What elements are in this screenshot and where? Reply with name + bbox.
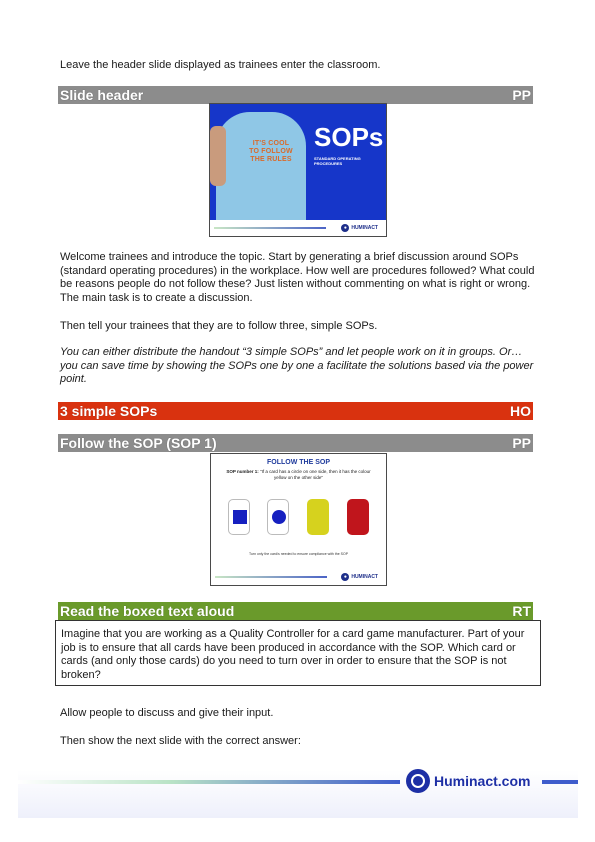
section-bar-slide-header	[58, 86, 533, 104]
slide-subheading: STANDARD OPERATING PROCEDURES	[314, 156, 361, 166]
section-code: PP	[512, 435, 531, 451]
footer-line-left	[18, 780, 400, 784]
section-bar-boxed-text	[58, 602, 533, 620]
section-title: 3 simple SOPs	[60, 403, 158, 419]
square-icon	[233, 510, 247, 524]
circle-icon	[272, 510, 286, 524]
slide-thumbnail-sops	[209, 103, 387, 237]
huminact-logo: ● HUMINACT	[341, 224, 378, 232]
footer-line-right	[542, 780, 578, 784]
slide2-instruction: Turn only the card/s needed to ensure compliance with the SOP	[248, 552, 349, 556]
intro-text: Leave the header slide displayed as trainees enter the classroom.	[60, 59, 381, 71]
huminact-logo-icon	[406, 769, 430, 793]
slide-footer	[210, 220, 386, 236]
section-code: RT	[512, 603, 531, 619]
huminact-icon: ●	[341, 224, 349, 232]
section-title: Follow the SOP (SOP 1)	[60, 435, 217, 451]
three-sops-paragraph: Then tell your trainees that they are to follow three, simple SOPs.	[60, 320, 378, 332]
section-title: Read the boxed text aloud	[60, 603, 235, 619]
footer-brand: Huminact.com	[434, 773, 531, 789]
section-code: PP	[512, 87, 531, 103]
arm-image	[210, 126, 226, 186]
card-circle	[267, 499, 289, 535]
then-show-paragraph: Then show the next slide with the correct answer:	[60, 735, 301, 747]
handout-paragraph: You can either distribute the handout “3 simple SOPs” and let people work on it in groups. Or… you can save time by showing the SOPs one by one a facilitate the solutions based via the power point.	[60, 346, 534, 385]
section-bar-follow-sop	[58, 434, 533, 452]
tshirt-image	[216, 112, 306, 226]
slide2-title: FOLLOW THE SOP	[267, 459, 330, 466]
allow-paragraph: Allow people to discuss and give their input.	[60, 707, 274, 719]
card-red	[347, 499, 369, 535]
card-square	[228, 499, 250, 535]
section-code: HO	[510, 403, 531, 419]
welcome-paragraph: Welcome trainees and introduce the topic. Start by generating a brief discussion around SOPs (standard operating procedures) in the workplace. How well are procedures followed? What could be reasons people do not follow these? Just listen without commenting on what is right or wrong. The main task is to create a discussion.	[60, 251, 535, 304]
huminact-icon: ●	[341, 573, 349, 581]
boxed-read-aloud-text: Imagine that you are working as a Quality Controller for a card game manufacturer. Part of your job is to ensure that all cards have been produced in accordance with the SOP. Which card or cards (and only those cards) do you need to turn over in order to ensure that the SOP is not broken?	[55, 620, 541, 686]
tshirt-slogan: IT'S COOL TO FOLLOW THE RULES	[249, 140, 293, 163]
slide-thumbnail-follow-sop	[210, 453, 387, 586]
section-bar-three-sops	[58, 402, 533, 420]
slide-footer	[211, 569, 386, 585]
slide2-rule: SOP number 1: "If a card has a circle on one side, then it has the colour yellow on the other side"	[226, 469, 371, 480]
section-title: Slide header	[60, 87, 144, 103]
slide-heading: SOPs	[314, 122, 384, 152]
footer-logo	[406, 769, 530, 793]
huminact-logo: ● HUMINACT	[341, 573, 378, 581]
card-yellow	[307, 499, 329, 535]
